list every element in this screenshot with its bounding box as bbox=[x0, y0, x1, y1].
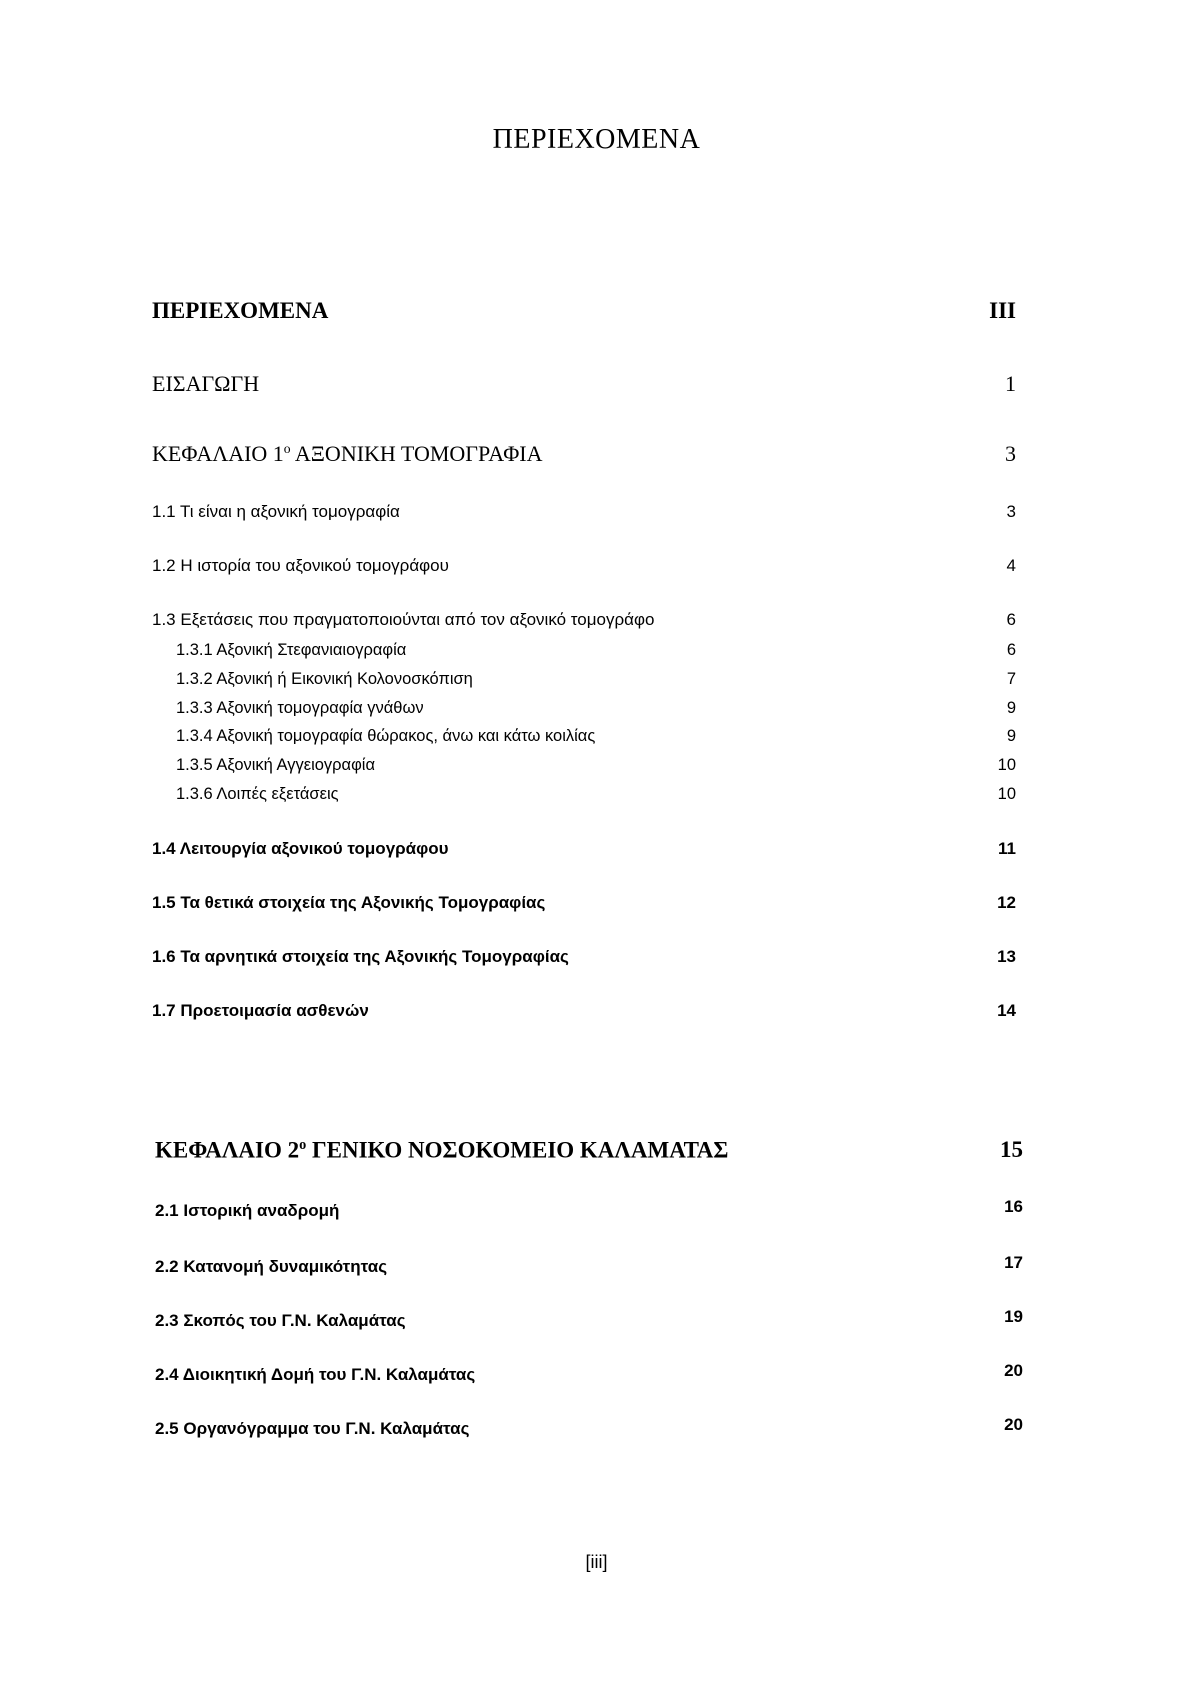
toc-entry-page: 9 bbox=[1006, 727, 1016, 745]
page-number: [iii] bbox=[585, 1552, 608, 1572]
toc-entry-label: 1.3.2 Αξονική ή Εικονική Κολονοσκόπιση bbox=[176, 670, 473, 688]
chapter-label-prefix: ΚΕΦΑΛΑΙΟ 2 bbox=[155, 1137, 300, 1163]
toc-entry-label: 1.4 Λειτουργία αξονικού τομογράφου bbox=[152, 839, 449, 858]
toc-entry-page: 16 bbox=[1004, 1197, 1023, 1216]
chapter-label-title: ΑΞΟΝΙΚΗ ΤΟΜΟΓΡΑΦΙΑ bbox=[290, 441, 543, 467]
toc-entry-page: 20 bbox=[1004, 1415, 1023, 1434]
toc-entry-page: 6 bbox=[1006, 641, 1016, 659]
chapter-label-ordinal: ο bbox=[299, 1137, 307, 1153]
toc-entry-label: 1.7 Προετοιμασία ασθενών bbox=[152, 1001, 369, 1020]
toc-entry-page: 3 bbox=[1006, 502, 1016, 521]
toc-entry-page: 4 bbox=[1006, 556, 1016, 575]
toc-entry-label: 1.2 Η ιστορία του αξονικού τομογράφου bbox=[152, 556, 449, 575]
toc-entry-label: 2.4 Διοικητική Δομή του Γ.Ν. Καλαμάτας bbox=[155, 1365, 476, 1384]
toc-entry-page: 17 bbox=[1004, 1253, 1023, 1272]
toc-entry-label bbox=[152, 441, 543, 467]
toc-entry-label: 1.3.3 Αξονική τομογραφία γνάθων bbox=[176, 699, 424, 717]
chapter-label-title: ΓΕΝΙΚΟ ΝΟΣΟΚΟΜΕΙΟ ΚΑΛΑΜΑΤΑΣ bbox=[306, 1137, 729, 1163]
toc-entry-label: 1.6 Τα αρνητικά στοιχεία της Αξονικής Τομογραφίας bbox=[152, 947, 569, 966]
toc-entry-label: ΕΙΣΑΓΩΓΗ bbox=[152, 371, 260, 396]
toc-entry-label: 2.5 Οργανόγραμμα του Γ.Ν. Καλαμάτας bbox=[155, 1419, 470, 1438]
page-title: ΠΕΡΙΕΧΟΜΕΝΑ bbox=[492, 124, 701, 155]
toc-entry-label: 1.1 Τι είναι η αξονική τομογραφία bbox=[152, 502, 400, 521]
toc-entry-label: ΠΕΡΙΕΧΟΜΕΝΑ bbox=[152, 298, 329, 323]
toc-entry-label: 1.3.1 Αξονική Στεφανιαιογραφία bbox=[176, 641, 407, 659]
chapter-label-ordinal: ο bbox=[283, 441, 291, 456]
toc-entry-page: 10 bbox=[997, 785, 1016, 803]
toc-entry-label: 2.3 Σκοπός του Γ.Ν. Καλαμάτας bbox=[155, 1311, 406, 1330]
toc-entry-label: 1.3 Εξετάσεις που πραγματοποιούνται από τον αξονικό τομογράφο bbox=[152, 610, 655, 629]
toc-entry-label: 1.3.6 Λοιπές εξετάσεις bbox=[176, 785, 339, 803]
toc-entry-page: III bbox=[989, 298, 1016, 323]
toc-entry-page: 12 bbox=[997, 893, 1016, 912]
toc-entry-label bbox=[155, 1137, 728, 1164]
toc-entry-label: 2.2 Κατανομή δυναμικότητας bbox=[155, 1257, 388, 1276]
toc-entry-page: 3 bbox=[1005, 441, 1016, 466]
toc-entry-page: 14 bbox=[997, 1001, 1016, 1020]
toc-entry-page: 19 bbox=[1004, 1307, 1023, 1326]
toc-entry-page: 7 bbox=[1006, 670, 1016, 688]
toc-entry-page: 13 bbox=[997, 947, 1016, 966]
toc-entry-label: 1.3.4 Αξονική τομογραφία θώρακος, άνω και κάτω κοιλίας bbox=[176, 727, 596, 745]
toc-entry-page: 15 bbox=[1000, 1137, 1023, 1162]
toc-entry-label: 1.5 Τα θετικά στοιχεία της Αξονικής Τομογραφίας bbox=[152, 893, 546, 912]
toc-entry-page: 11 bbox=[998, 839, 1016, 858]
toc-entry-page: 6 bbox=[1006, 610, 1016, 629]
toc-entry-page: 10 bbox=[997, 756, 1016, 774]
toc-entry-label: 1.3.5 Αξονική Αγγειογραφία bbox=[176, 756, 375, 774]
toc-entry-page: 20 bbox=[1004, 1361, 1023, 1380]
toc-entry-label: 2.1 Ιστορική αναδρομή bbox=[155, 1201, 340, 1220]
chapter-label-prefix: ΚΕΦΑΛΑΙΟ 1 bbox=[152, 441, 284, 467]
toc-entry-page: 9 bbox=[1006, 699, 1016, 717]
toc-entry-page: 1 bbox=[1005, 371, 1016, 396]
